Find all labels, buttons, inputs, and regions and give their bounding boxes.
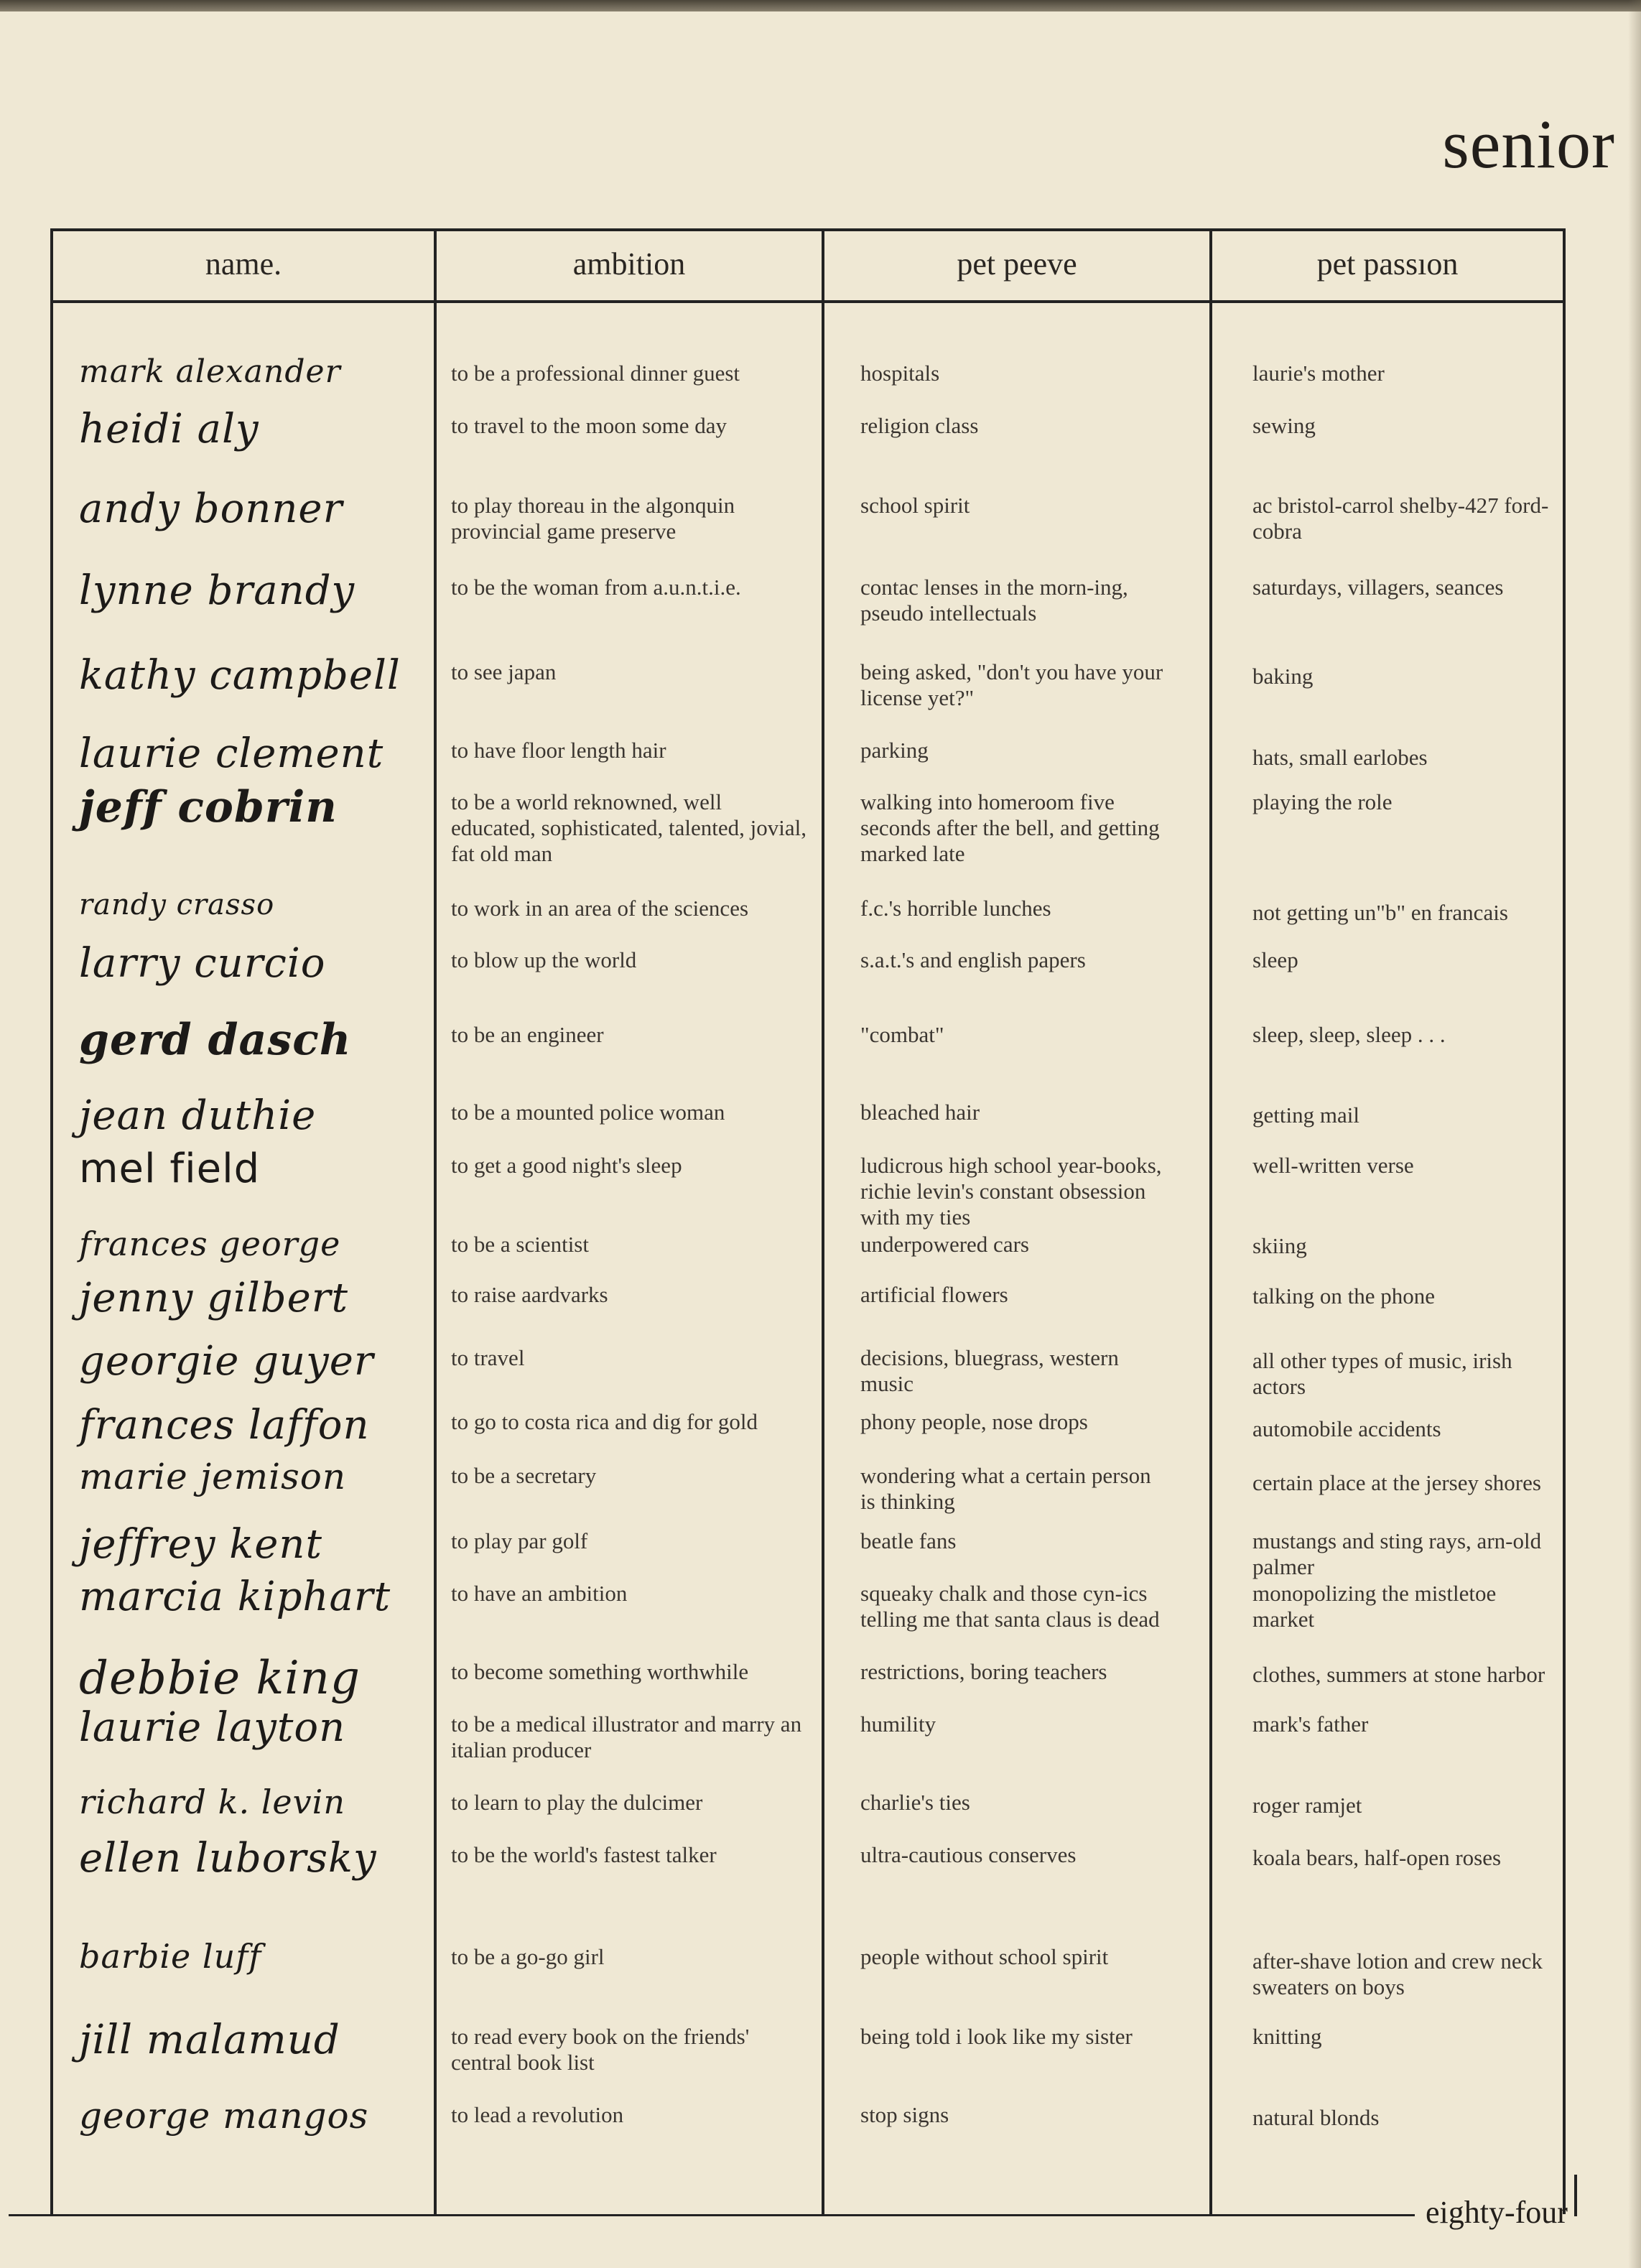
signature-name: marie jemison [79, 1456, 347, 1497]
signature-name: frances laffon [79, 1402, 370, 1449]
section-title: senior [1442, 106, 1615, 182]
ambition-cell: to be a scientist [451, 1232, 589, 1257]
signature-name: jean duthie [79, 1092, 317, 1139]
pet-peeve-cell: contac lenses in the morn-ing, pseudo intellectuals [860, 575, 1128, 626]
pet-passion-cell: mustangs and sting rays, arn-old palmer [1252, 1528, 1542, 1579]
pet-passion-cell: koala bears, half-open roses [1252, 1845, 1502, 1870]
page-number: eighty-four [1426, 2195, 1568, 2230]
pet-peeve-cell: restrictions, boring teachers [860, 1659, 1107, 1684]
ambition-cell: to travel [451, 1345, 525, 1370]
signature-name: barbie luff [79, 1937, 262, 1976]
pet-peeve-cell: f.c.'s horrible lunches [860, 896, 1051, 921]
ambition-cell: to be a world reknowned, well educated, sophisticated, talented, jovial, fat old man [451, 789, 806, 866]
ambition-cell: to travel to the moon some day [451, 413, 727, 438]
pet-passion-cell: playing the role [1252, 789, 1393, 814]
pet-passion-cell: after-shave lotion and crew neck sweaters on boys [1252, 1948, 1543, 1999]
pet-peeve-cell: s.a.t.'s and english papers [860, 947, 1086, 972]
ambition-cell: to be the woman from a.u.n.t.i.e. [451, 575, 741, 600]
pet-peeve-cell: stop signs [860, 2102, 949, 2127]
pet-peeve-cell: school spirit [860, 493, 970, 518]
pet-peeve-cell: walking into homeroom five seconds after the bell, and getting marked late [860, 789, 1160, 866]
pet-passion-cell: well-written verse [1252, 1153, 1414, 1178]
pet-passion-cell: talking on the phone [1252, 1283, 1435, 1309]
pet-passion-cell: getting mail [1252, 1102, 1359, 1128]
ambition-cell: to be an engineer [451, 1022, 604, 1047]
column-divider [1209, 228, 1212, 2214]
pet-peeve-cell: ultra-cautious conserves [860, 1842, 1077, 1867]
pet-passion-cell: saturdays, villagers, seances [1252, 575, 1504, 600]
pet-passion-cell: baking [1252, 664, 1314, 689]
pet-peeve-cell: people without school spirit [860, 1944, 1109, 1969]
signature-name: jeff cobrin [79, 782, 338, 832]
pet-passion-cell: ac bristol-carrol shelby-427 ford-cobra [1252, 493, 1549, 544]
pet-passion-cell: hats, small earlobes [1252, 745, 1428, 770]
ambition-cell: to be a mounted police woman [451, 1100, 725, 1125]
ambition-cell: to raise aardvarks [451, 1282, 608, 1307]
pet-peeve-cell: parking [860, 738, 929, 763]
column-header-pet-peeve: pet peeve [957, 246, 1077, 282]
signature-name: gerd dasch [79, 1015, 352, 1065]
signature-name: laurie clement [79, 730, 384, 777]
pet-peeve-cell: decisions, bluegrass, western music [860, 1345, 1119, 1396]
signature-name: andy bonner [79, 485, 343, 532]
pet-passion-cell: certain place at the jersey shores [1252, 1470, 1541, 1495]
pet-passion-cell: natural blonds [1252, 2105, 1380, 2130]
signature-name: georgie guyer [79, 1338, 374, 1385]
ambition-cell: to play par golf [451, 1528, 588, 1553]
ambition-cell: to be a professional dinner guest [451, 361, 740, 386]
pet-peeve-cell: wondering what a certain person is thinking [860, 1463, 1151, 1514]
pet-peeve-cell: being asked, "don't you have your license yet?" [860, 659, 1163, 710]
ambition-cell: to blow up the world [451, 947, 637, 972]
ambition-cell: to lead a revolution [451, 2102, 624, 2127]
pet-passion-cell: all other types of music, irish actors [1252, 1348, 1512, 1399]
pet-peeve-cell: phony people, nose drops [860, 1409, 1088, 1434]
pet-peeve-cell: hospitals [860, 361, 940, 386]
pet-peeve-cell: "combat" [860, 1022, 944, 1047]
page-top-edge [0, 0, 1641, 11]
pet-passion-cell: skiing [1252, 1233, 1307, 1258]
ambition-cell: to get a good night's sleep [451, 1153, 682, 1178]
column-header-name: name. [205, 246, 282, 282]
ambition-cell: to play thoreau in the algonquin provincial game preserve [451, 493, 735, 544]
pet-passion-cell: sleep [1252, 947, 1298, 972]
signature-name: kathy campbell [79, 652, 401, 699]
ambition-cell: to be a medical illustrator and marry an italian producer [451, 1711, 802, 1762]
ambition-cell: to have floor length hair [451, 738, 666, 763]
pet-peeve-cell: being told i look like my sister [860, 2024, 1133, 2049]
signature-name: debbie king [79, 1652, 361, 1705]
column-divider [822, 228, 824, 2214]
pet-peeve-cell: squeaky chalk and those cyn-ics telling me that santa claus is dead [860, 1581, 1160, 1632]
signature-name: larry curcio [79, 940, 326, 987]
pet-passion-cell: not getting un"b" en francais [1252, 900, 1508, 925]
pet-passion-cell: knitting [1252, 2024, 1322, 2049]
pet-peeve-cell: bleached hair [860, 1100, 980, 1125]
signature-name: marcia kiphart [79, 1574, 391, 1620]
ambition-cell: to work in an area of the sciences [451, 896, 749, 921]
pet-passion-cell: monopolizing the mistletoe market [1252, 1581, 1497, 1632]
pet-peeve-cell: charlie's ties [860, 1790, 970, 1815]
signature-name: jeffrey kent [79, 1521, 322, 1568]
ambition-cell: to read every book on the friends' central book list [451, 2024, 750, 2075]
signature-name: randy crasso [79, 888, 275, 921]
signature-name: heidi aly [79, 406, 259, 452]
pet-peeve-cell: artificial flowers [860, 1282, 1008, 1307]
pet-peeve-cell: ludicrous high school year-books, richie levin's constant obsession with my ties [860, 1153, 1162, 1230]
signature-name: jenny gilbert [79, 1275, 349, 1321]
header-rule [50, 300, 1566, 303]
pet-passion-cell: automobile accidents [1252, 1416, 1441, 1441]
signature-name: richard k. levin [79, 1783, 345, 1821]
signature-name: mel field [79, 1145, 261, 1192]
signature-name: frances george [79, 1224, 341, 1263]
pet-peeve-cell: humility [860, 1711, 936, 1737]
signature-name: laurie layton [79, 1704, 346, 1751]
pet-peeve-cell: religion class [860, 413, 979, 438]
ambition-cell: to be a secretary [451, 1463, 597, 1488]
pet-passion-cell: sleep, sleep, sleep . . . [1252, 1022, 1446, 1047]
footer-rule-end [1574, 2175, 1577, 2216]
ambition-cell: to be the world's fastest talker [451, 1842, 717, 1867]
column-header-ambition: ambition [572, 246, 686, 282]
signature-name: jill malamud [79, 2017, 340, 2063]
ambition-cell: to have an ambition [451, 1581, 628, 1606]
ambition-cell: to learn to play the dulcimer [451, 1790, 703, 1815]
ambition-cell: to become something worthwhile [451, 1659, 749, 1684]
pet-passion-cell: clothes, summers at stone harbor [1252, 1662, 1545, 1687]
ambition-cell: to be a go-go girl [451, 1944, 605, 1969]
signature-name: ellen luborsky [79, 1835, 377, 1882]
pet-passion-cell: roger ramjet [1252, 1793, 1362, 1818]
ambition-cell: to go to costa rica and dig for gold [451, 1409, 758, 1434]
pet-passion-cell: sewing [1252, 413, 1316, 438]
pet-passion-cell: laurie's mother [1252, 361, 1385, 386]
signature-name: george mangos [79, 2095, 369, 2137]
ambition-cell: to see japan [451, 659, 557, 684]
signature-name: lynne brandy [79, 567, 355, 614]
pet-peeve-cell: underpowered cars [860, 1232, 1029, 1257]
pet-peeve-cell: beatle fans [860, 1528, 957, 1553]
pet-passion-cell: mark's father [1252, 1711, 1369, 1737]
signature-name: mark alexander [79, 353, 341, 390]
footer-rule [9, 2214, 1415, 2216]
page-gutter-shadow [1628, 0, 1641, 2268]
column-header-pet-passion: pet passıon [1316, 246, 1459, 282]
